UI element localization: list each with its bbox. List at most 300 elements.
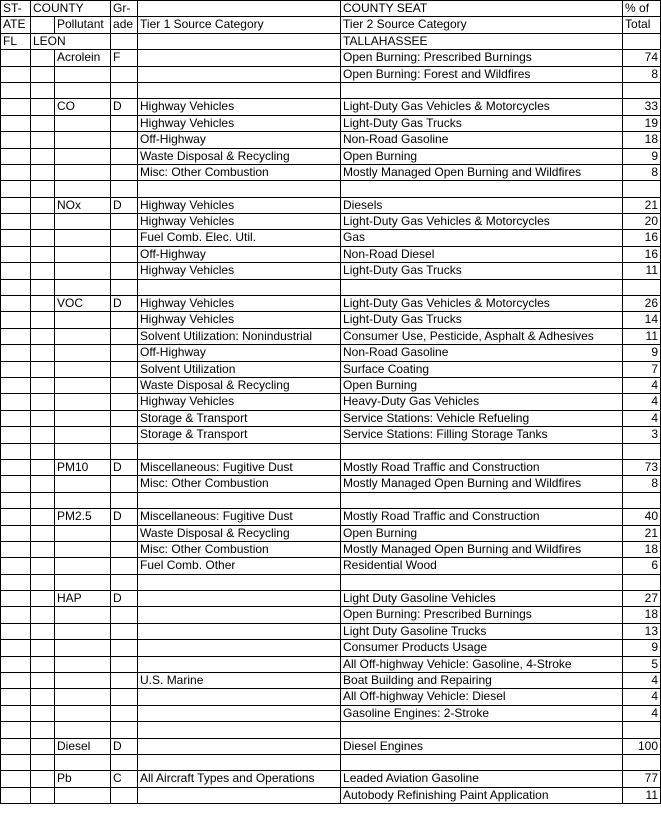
pollutant-cell — [55, 279, 111, 295]
tier2-cell: All Off-highway Vehicle: Diesel — [341, 689, 623, 705]
tier2-cell: Consumer Products Usage — [341, 640, 623, 656]
percent-cell: 11 — [623, 263, 661, 279]
percent-cell: 13 — [623, 623, 661, 639]
percent-cell: 16 — [623, 246, 661, 262]
tier1-cell — [138, 754, 341, 770]
pollutant-cell — [55, 263, 111, 279]
tier2-cell: Light-Duty Gas Vehicles & Motorcycles — [341, 214, 623, 230]
county-cell: LEON — [31, 33, 111, 49]
table-row — [1, 476, 661, 492]
tier1-cell — [138, 279, 341, 295]
table-row — [1, 230, 661, 246]
state-cell — [1, 689, 31, 705]
state-cell — [1, 427, 31, 443]
tier1-cell: Highway Vehicles — [138, 99, 341, 115]
grade-cell — [111, 541, 138, 557]
county-cell — [31, 263, 55, 279]
percent-cell: 4 — [623, 377, 661, 393]
county-cell — [31, 312, 55, 328]
pollutant-cell — [55, 689, 111, 705]
state-cell — [1, 230, 31, 246]
tier2-cell: Autobody Refinishing Paint Application — [341, 787, 623, 803]
tier1-cell: Highway Vehicles — [138, 263, 341, 279]
tier2-cell: Non-Road Gasoline — [341, 345, 623, 361]
grade-cell — [111, 754, 138, 770]
tier1-cell: Highway Vehicles — [138, 115, 341, 131]
state-cell — [1, 312, 31, 328]
table-row — [1, 312, 661, 328]
pollutant-cell — [55, 115, 111, 131]
grade-cell: D — [111, 99, 138, 115]
pollutant-cell — [55, 656, 111, 672]
table-row — [1, 607, 661, 623]
table-row — [1, 689, 661, 705]
percent-cell: 8 — [623, 476, 661, 492]
percent-cell: 27 — [623, 591, 661, 607]
table-row — [1, 558, 661, 574]
pollutant-cell — [55, 623, 111, 639]
percent-cell: 6 — [623, 558, 661, 574]
county-cell — [31, 787, 55, 803]
state-cell — [1, 132, 31, 148]
table-row — [1, 345, 661, 361]
tier1-cell — [138, 623, 341, 639]
tier1-cell: Miscellaneous: Fugitive Dust — [138, 459, 341, 475]
pollutant-cell: Acrolein — [55, 50, 111, 66]
header-cell — [138, 1, 341, 17]
pollutant-cell — [55, 541, 111, 557]
state-cell — [1, 525, 31, 541]
percent-cell: 4 — [623, 673, 661, 689]
county-cell — [31, 623, 55, 639]
state-cell — [1, 164, 31, 180]
tier2-cell: Light-Duty Gas Vehicles & Motorcycles — [341, 296, 623, 312]
state-cell — [1, 263, 31, 279]
tier1-cell: Waste Disposal & Recycling — [138, 377, 341, 393]
state-cell — [1, 50, 31, 66]
tier1-cell — [138, 443, 341, 459]
percent-cell: 9 — [623, 640, 661, 656]
pollutant-cell — [55, 361, 111, 377]
state-cell — [1, 66, 31, 82]
grade-cell — [111, 164, 138, 180]
grade-cell — [111, 476, 138, 492]
tier2-cell: Non-Road Gasoline — [341, 132, 623, 148]
table-row — [1, 50, 661, 66]
table-row — [1, 509, 661, 525]
tier1-cell — [138, 574, 341, 590]
county-cell — [31, 377, 55, 393]
table-row — [1, 377, 661, 393]
tier1-cell — [138, 738, 341, 754]
tier2-cell — [341, 722, 623, 738]
table-row — [1, 738, 661, 754]
grade-cell — [111, 82, 138, 98]
pollutant-cell: NOx — [55, 197, 111, 213]
tier2-cell — [341, 574, 623, 590]
percent-cell — [623, 492, 661, 508]
tier1-cell: Misc: Other Combustion — [138, 541, 341, 557]
grade-cell — [111, 623, 138, 639]
tier1-cell: Fuel Comb. Elec. Util. — [138, 230, 341, 246]
percent-cell: 73 — [623, 459, 661, 475]
tier2-cell: Service Stations: Filling Storage Tanks — [341, 427, 623, 443]
tier2-cell: Light-Duty Gas Vehicles & Motorcycles — [341, 99, 623, 115]
percent-cell — [623, 754, 661, 770]
tier1-cell: Waste Disposal & Recycling — [138, 525, 341, 541]
county-cell — [31, 722, 55, 738]
percent-cell: 8 — [623, 66, 661, 82]
percent-cell: 8 — [623, 164, 661, 180]
pollutant-cell — [55, 525, 111, 541]
percent-cell: 19 — [623, 115, 661, 131]
grade-cell — [111, 689, 138, 705]
county-cell — [31, 673, 55, 689]
pollutant-cell — [55, 345, 111, 361]
table-row — [1, 673, 661, 689]
state-cell — [1, 214, 31, 230]
grade-cell: D — [111, 197, 138, 213]
pollutant-cell — [55, 312, 111, 328]
tier2-cell: Mostly Managed Open Burning and Wildfires — [341, 541, 623, 557]
county-cell — [31, 591, 55, 607]
tier1-cell — [138, 181, 341, 197]
percent-cell: 11 — [623, 787, 661, 803]
state-cell — [1, 574, 31, 590]
state-cell — [1, 443, 31, 459]
county-cell — [31, 279, 55, 295]
percent-cell — [623, 279, 661, 295]
grade-cell — [111, 607, 138, 623]
seat-cell: TALLAHASSEE — [341, 33, 623, 49]
county-cell — [31, 99, 55, 115]
grade-cell — [111, 722, 138, 738]
state-cell — [1, 623, 31, 639]
grade-cell — [111, 443, 138, 459]
state-cell — [1, 673, 31, 689]
tier2-cell: Light Duty Gasoline Trucks — [341, 623, 623, 639]
tier1-cell: Off-Highway — [138, 246, 341, 262]
tier1-cell — [138, 591, 341, 607]
pollutant-cell — [55, 82, 111, 98]
table-row — [1, 787, 661, 803]
table-row — [1, 66, 661, 82]
table-row — [1, 214, 661, 230]
header-cell: COUNTY SEAT — [341, 1, 623, 17]
pollutant-cell — [55, 574, 111, 590]
pollutant-cell — [55, 558, 111, 574]
pollutant-cell — [55, 787, 111, 803]
tier2-cell: Gas — [341, 230, 623, 246]
tier2-cell: Diesels — [341, 197, 623, 213]
state-cell — [1, 328, 31, 344]
tier2-cell — [341, 492, 623, 508]
state-cell — [1, 787, 31, 803]
pollutant-cell — [55, 328, 111, 344]
pollutant-cell: VOC — [55, 296, 111, 312]
pollutant-cell: PM2.5 — [55, 509, 111, 525]
tier1-cell — [138, 607, 341, 623]
table-row — [1, 443, 661, 459]
tier2-cell: Diesel Engines — [341, 738, 623, 754]
table-row — [1, 705, 661, 721]
grade-cell: D — [111, 591, 138, 607]
county-cell — [31, 509, 55, 525]
tier2-cell: Light-Duty Gas Trucks — [341, 263, 623, 279]
table-row — [1, 410, 661, 426]
state-cell — [1, 361, 31, 377]
tier2-cell: Gasoline Engines: 2-Stroke — [341, 705, 623, 721]
pollutant-cell — [55, 410, 111, 426]
county-cell — [31, 345, 55, 361]
table-row — [1, 148, 661, 164]
county-cell — [31, 361, 55, 377]
table-row — [1, 722, 661, 738]
county-cell — [31, 558, 55, 574]
grade-cell — [111, 230, 138, 246]
county-cell — [31, 214, 55, 230]
tier2-cell: Consumer Use, Pesticide, Asphalt & Adhesives — [341, 328, 623, 344]
state-cell — [1, 591, 31, 607]
grade-cell — [111, 558, 138, 574]
table-row — [1, 754, 661, 770]
pollutant-cell — [55, 476, 111, 492]
grade-cell: D — [111, 738, 138, 754]
tier1-cell — [138, 640, 341, 656]
percent-cell — [623, 82, 661, 98]
header-cell: Tier 1 Source Category — [138, 17, 341, 33]
grade-cell — [111, 640, 138, 656]
tier2-cell: Boat Building and Repairing — [341, 673, 623, 689]
grade-cell — [111, 181, 138, 197]
grade-cell — [111, 132, 138, 148]
header-cell: Total — [623, 17, 661, 33]
percent-cell: 40 — [623, 509, 661, 525]
grade-cell — [111, 410, 138, 426]
state-cell — [1, 410, 31, 426]
grade-cell — [111, 115, 138, 131]
county-cell — [31, 525, 55, 541]
table-row — [1, 246, 661, 262]
table-row — [1, 115, 661, 131]
tier1-cell: U.S. Marine — [138, 673, 341, 689]
grade-cell — [111, 312, 138, 328]
percent-cell: 7 — [623, 361, 661, 377]
tier2-cell — [341, 754, 623, 770]
tier1-cell: Misc: Other Combustion — [138, 476, 341, 492]
tier2-cell: Light-Duty Gas Trucks — [341, 312, 623, 328]
tier1-cell — [138, 66, 341, 82]
tier1-cell: Highway Vehicles — [138, 296, 341, 312]
grade-cell: D — [111, 459, 138, 475]
county-cell — [31, 459, 55, 475]
state-cell — [1, 345, 31, 361]
tier2-cell: Surface Coating — [341, 361, 623, 377]
grade-cell — [111, 377, 138, 393]
percent-cell — [623, 33, 661, 49]
county-cell — [31, 705, 55, 721]
percent-cell: 18 — [623, 541, 661, 557]
grade-cell — [111, 246, 138, 262]
grade-cell: D — [111, 296, 138, 312]
county-cell — [31, 476, 55, 492]
grade-cell — [111, 492, 138, 508]
grade-cell — [111, 705, 138, 721]
tier1-cell — [138, 33, 341, 49]
tier1-cell — [138, 656, 341, 672]
tier1-cell: Storage & Transport — [138, 410, 341, 426]
percent-cell: 21 — [623, 197, 661, 213]
percent-cell: 5 — [623, 656, 661, 672]
header-cell-blank — [31, 17, 55, 33]
percent-cell: 16 — [623, 230, 661, 246]
tier1-cell: Fuel Comb. Other — [138, 558, 341, 574]
header-cell: Tier 2 Source Category — [341, 17, 623, 33]
tier2-cell — [341, 181, 623, 197]
pollutant-cell — [55, 640, 111, 656]
county-cell — [31, 640, 55, 656]
pollutant-cell: PM10 — [55, 459, 111, 475]
grade-cell: F — [111, 50, 138, 66]
header-cell: ST- — [1, 1, 31, 17]
grade-cell — [111, 263, 138, 279]
tier2-cell: Mostly Road Traffic and Construction — [341, 509, 623, 525]
tier2-cell: Open Burning — [341, 525, 623, 541]
state-cell — [1, 738, 31, 754]
county-cell — [31, 738, 55, 754]
table-row — [1, 279, 661, 295]
tier2-cell: Light-Duty Gas Trucks — [341, 115, 623, 131]
grade-cell — [111, 427, 138, 443]
grade-cell — [111, 525, 138, 541]
county-cell — [31, 492, 55, 508]
pollutant-cell — [55, 214, 111, 230]
table-row — [1, 263, 661, 279]
tier1-cell: Highway Vehicles — [138, 214, 341, 230]
grade-cell — [111, 574, 138, 590]
table-row — [1, 492, 661, 508]
county-cell — [31, 115, 55, 131]
grade-cell: D — [111, 509, 138, 525]
county-cell — [31, 656, 55, 672]
tier2-cell: Mostly Managed Open Burning and Wildfires — [341, 476, 623, 492]
tier2-cell: All Off-highway Vehicle: Gasoline, 4-Stroke — [341, 656, 623, 672]
state-cell — [1, 99, 31, 115]
tier1-cell: Off-Highway — [138, 345, 341, 361]
table-row — [1, 591, 661, 607]
percent-cell: 20 — [623, 214, 661, 230]
state-cell — [1, 115, 31, 131]
state-cell — [1, 771, 31, 787]
header-cell: ATE — [1, 17, 31, 33]
state-cell — [1, 82, 31, 98]
tier2-cell: Mostly Managed Open Burning and Wildfires — [341, 164, 623, 180]
state-cell — [1, 492, 31, 508]
header-row-2 — [1, 17, 661, 33]
pollutant-cell: CO — [55, 99, 111, 115]
table-row — [1, 132, 661, 148]
tier2-cell: Open Burning — [341, 377, 623, 393]
tier1-cell — [138, 50, 341, 66]
state-cell — [1, 541, 31, 557]
percent-cell — [623, 574, 661, 590]
percent-cell — [623, 181, 661, 197]
tier1-cell: Off-Highway — [138, 132, 341, 148]
grade-cell — [111, 673, 138, 689]
county-cell — [31, 574, 55, 590]
county-cell — [31, 394, 55, 410]
grade-cell — [111, 33, 138, 49]
tier1-cell — [138, 492, 341, 508]
tier1-cell: Misc: Other Combustion — [138, 164, 341, 180]
tier2-cell: Open Burning: Prescribed Burnings — [341, 50, 623, 66]
tier2-cell — [341, 443, 623, 459]
grade-cell — [111, 787, 138, 803]
grade-cell — [111, 66, 138, 82]
table-row — [1, 181, 661, 197]
tier2-cell — [341, 279, 623, 295]
header-row-1 — [1, 1, 661, 17]
tier2-cell: Open Burning: Forest and Wildfires — [341, 66, 623, 82]
county-cell — [31, 771, 55, 787]
county-cell — [31, 754, 55, 770]
state-cell — [1, 181, 31, 197]
percent-cell: 100 — [623, 738, 661, 754]
tier1-cell: Solvent Utilization — [138, 361, 341, 377]
table-row — [1, 623, 661, 639]
table-row — [1, 525, 661, 541]
state-cell — [1, 459, 31, 475]
header-cell: % of — [623, 1, 661, 17]
header-cell: Gr- — [111, 1, 138, 17]
percent-cell: 4 — [623, 394, 661, 410]
percent-cell: 4 — [623, 689, 661, 705]
pollutant-cell — [55, 246, 111, 262]
county-cell — [31, 410, 55, 426]
county-cell — [31, 541, 55, 557]
header-cell: COUNTY — [31, 1, 111, 17]
state-cell: FL — [1, 33, 31, 49]
county-cell — [31, 328, 55, 344]
table-row — [1, 574, 661, 590]
location-row — [1, 33, 661, 49]
pollutant-cell — [55, 230, 111, 246]
state-cell — [1, 722, 31, 738]
pollutant-cell — [55, 722, 111, 738]
tier2-cell: Service Stations: Vehicle Refueling — [341, 410, 623, 426]
grade-cell — [111, 656, 138, 672]
county-cell — [31, 197, 55, 213]
tier2-cell: Open Burning: Prescribed Burnings — [341, 607, 623, 623]
county-cell — [31, 132, 55, 148]
pollutant-cell — [55, 132, 111, 148]
tier2-cell: Heavy-Duty Gas Vehicles — [341, 394, 623, 410]
table-row — [1, 328, 661, 344]
table-row — [1, 361, 661, 377]
state-cell — [1, 476, 31, 492]
table-row — [1, 394, 661, 410]
state-cell — [1, 394, 31, 410]
tier1-cell — [138, 722, 341, 738]
county-cell — [31, 181, 55, 197]
table-row — [1, 197, 661, 213]
percent-cell — [623, 443, 661, 459]
county-cell — [31, 246, 55, 262]
table-row — [1, 459, 661, 475]
percent-cell: 9 — [623, 148, 661, 164]
county-cell — [31, 443, 55, 459]
table-row — [1, 656, 661, 672]
